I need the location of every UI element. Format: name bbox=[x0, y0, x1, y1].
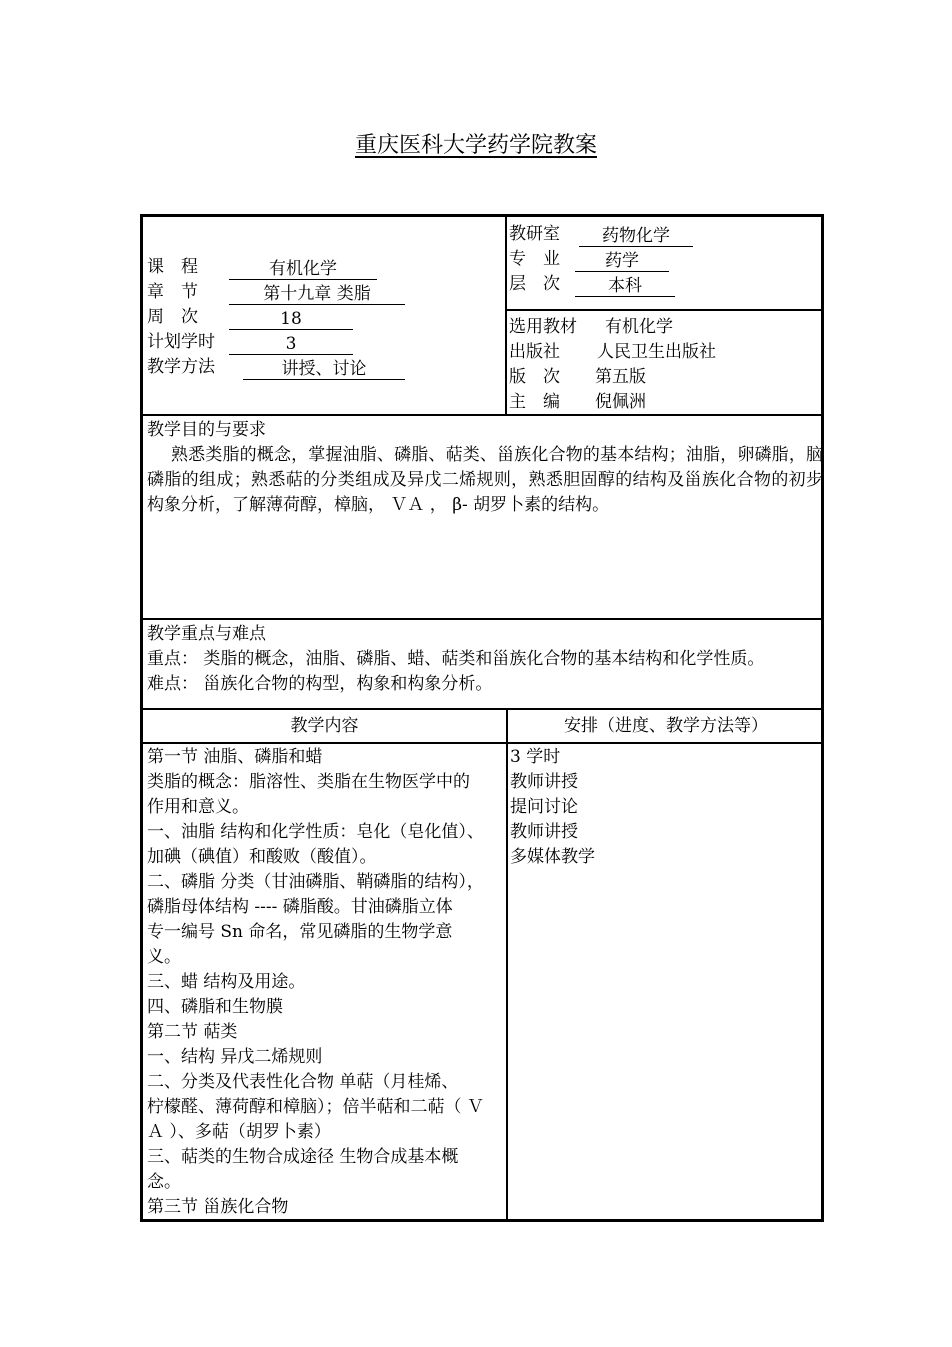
divider-right-top bbox=[505, 309, 824, 311]
keypoints-section bbox=[147, 622, 823, 697]
content-header: 教学内容 bbox=[290, 716, 359, 736]
course-info: 课 程 有机化学 章 节 第十九章 类脂 周 次 18 计划学时 3 教学方法 讲授、讨论 bbox=[147, 255, 497, 380]
content-line: 第二节 萜类 bbox=[147, 1022, 238, 1042]
publisher-value: 人民卫生出版社 bbox=[597, 342, 716, 362]
content-line: 义。 bbox=[147, 947, 181, 967]
arrangement-lines bbox=[510, 745, 820, 870]
hours-value: 3 bbox=[229, 334, 353, 355]
divider-top-vertical bbox=[505, 217, 507, 414]
content-line: 四、磷脂和生物膜 bbox=[147, 997, 283, 1017]
arrangement-line: 3 学时 bbox=[510, 747, 561, 767]
content-line: 磷脂母体结构 ---- 磷脂酸。甘油磷脂立体 bbox=[147, 897, 453, 917]
content-line: 三、萜类的生物合成途径 生物合成基本概 bbox=[147, 1147, 459, 1167]
content-line: 加碘（碘值）和酸败（酸值）。 bbox=[147, 847, 377, 867]
divider-content-vertical bbox=[506, 708, 508, 1222]
difficult-point-text: 难点： 甾族化合物的构型，构象和构象分析。 bbox=[147, 674, 493, 694]
chapter-value: 第十九章 类脂 bbox=[229, 284, 405, 305]
content-line: 第三节 甾族化合物 bbox=[147, 1197, 289, 1217]
objectives-text: 熟悉类脂的概念，掌握油脂、磷脂、萜类、甾族化合物的基本结构；油脂，卵磷脂，脑磷脂的组成；熟悉萜的分类组成及异戊二烯规则，熟悉胆固醇的结构及甾族化合物的初步构象分析，了解薄荷醇，樟脑， ＶＡ ， β- 胡罗卜素的结构。 bbox=[147, 445, 823, 515]
content-line: 类脂的概念：脂溶性、类脂在生物医学中的 bbox=[147, 772, 470, 792]
content-line: Ａ ）、多萜（胡罗卜素） bbox=[147, 1122, 331, 1142]
content-lines bbox=[147, 745, 505, 1220]
edition-value: 第五版 bbox=[595, 367, 646, 387]
course-value: 有机化学 bbox=[229, 259, 377, 280]
content-line: 二、磷脂 分类（甘油磷脂、鞘磷脂的结构）， bbox=[147, 872, 484, 892]
method-value: 讲授、讨论 bbox=[243, 359, 405, 380]
content-line: 一、结构 异戊二烯规则 bbox=[147, 1047, 323, 1067]
lesson-plan-table bbox=[140, 214, 824, 1222]
dept-value: 药物化学 bbox=[579, 226, 693, 247]
key-point-text: 重点： 类脂的概念，油脂、磷脂、蜡、萜类和甾族化合物的基本结构和化学性质。 bbox=[147, 649, 765, 669]
week-value: 18 bbox=[229, 309, 353, 330]
arrangement-line: 多媒体教学 bbox=[510, 847, 595, 867]
arrangement-header: 安排（进度、教学方法等） bbox=[564, 716, 768, 736]
content-line: 二、分类及代表性化合物 单萜（月桂烯、 bbox=[147, 1072, 459, 1092]
dept-info: 教研室 药物化学 专 业 药学 层 次 本科 bbox=[509, 222, 819, 297]
arrangement-line: 教师讲授 bbox=[510, 822, 578, 842]
content-line: 柠檬醛、薄荷醇和樟脑）；倍半萜和二萜（ Ｖ bbox=[147, 1097, 484, 1117]
content-line: 第一节 油脂、磷脂和蜡 bbox=[147, 747, 323, 767]
textbook-value: 有机化学 bbox=[605, 317, 673, 337]
divider-objectives bbox=[143, 618, 824, 620]
arrangement-line: 提问讨论 bbox=[510, 797, 578, 817]
content-line: 作用和意义。 bbox=[147, 797, 249, 817]
content-line: 专一编号 Sn 命名，常见磷脂的生物学意 bbox=[147, 922, 453, 942]
objectives-section bbox=[147, 418, 823, 518]
textbook-info: 选用教材 有机化学 出版社 人民卫生出版社 版 次 第五版 主 编 倪佩洲 bbox=[509, 315, 819, 415]
page-title: 重庆医科大学药学院教案 bbox=[354, 133, 597, 158]
level-value: 本科 bbox=[575, 276, 675, 297]
arrangement-line: 教师讲授 bbox=[510, 772, 578, 792]
content-line: 一、油脂 结构和化学性质：皂化（皂化值）、 bbox=[147, 822, 484, 842]
keypoints-heading: 教学重点与难点 bbox=[147, 624, 266, 644]
content-line: 三、蜡 结构及用途。 bbox=[147, 972, 306, 992]
editor-value: 倪佩洲 bbox=[595, 392, 646, 412]
content-line: 念。 bbox=[147, 1172, 181, 1192]
objectives-heading: 教学目的与要求 bbox=[147, 420, 266, 440]
divider-header bbox=[143, 742, 824, 744]
major-value: 药学 bbox=[575, 251, 669, 272]
